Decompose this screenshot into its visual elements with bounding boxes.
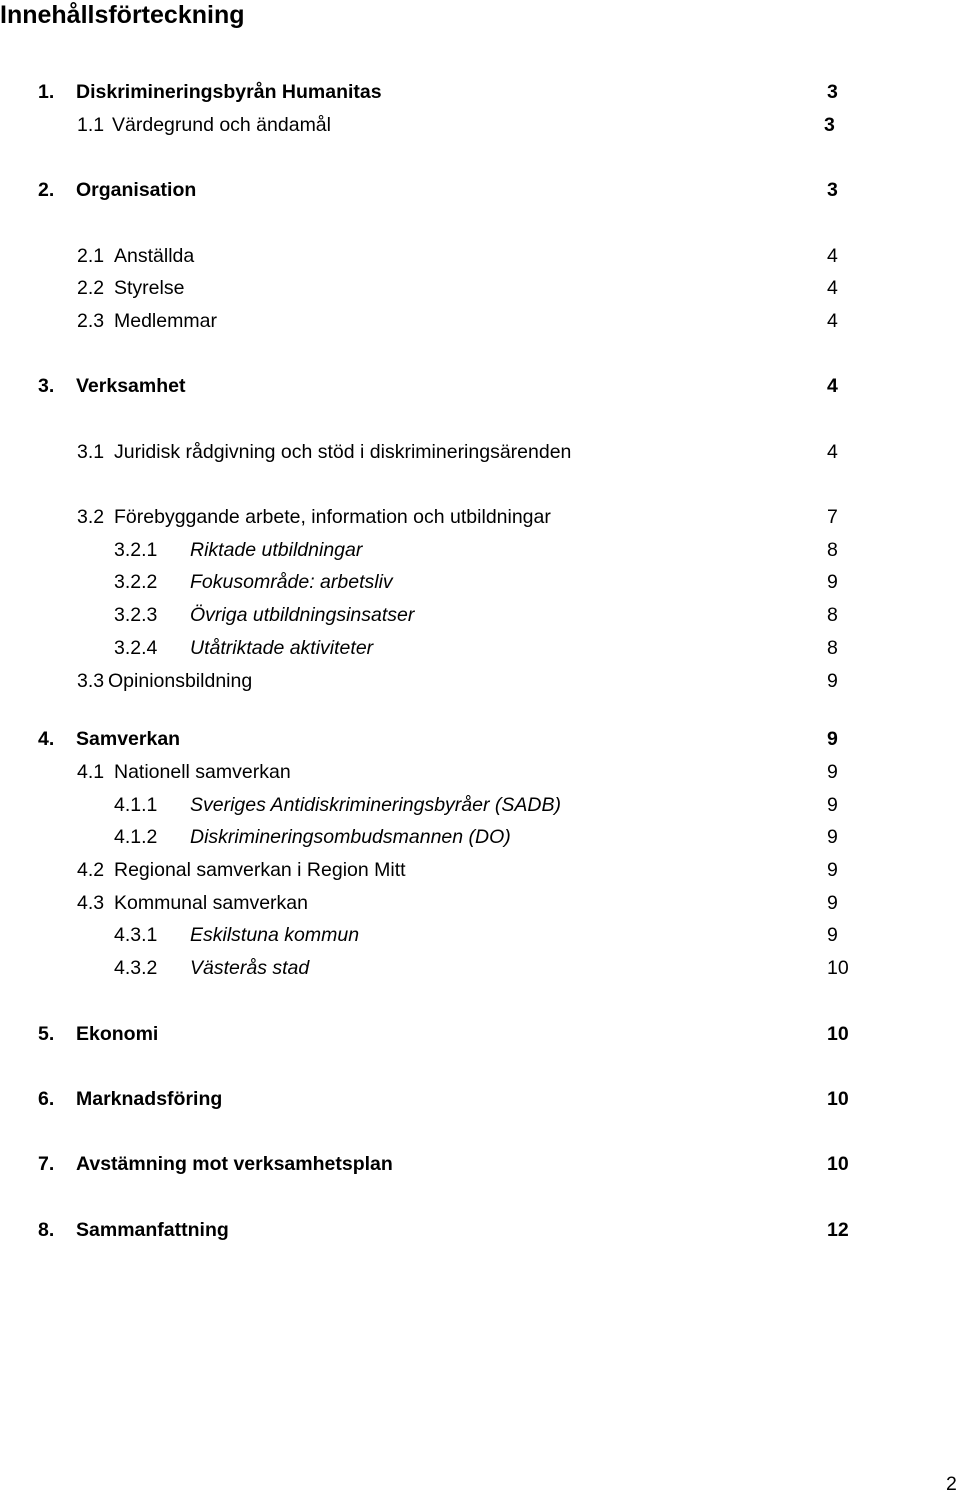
toc-entry-text: Kommunal samverkan bbox=[114, 892, 308, 914]
toc-entry-page: 12 bbox=[827, 1219, 849, 1241]
toc-entry[interactable] bbox=[0, 824, 960, 850]
toc-entry-number: 3.2 bbox=[77, 506, 105, 528]
toc-entry[interactable] bbox=[0, 308, 960, 334]
toc-entry-text: Styrelse bbox=[114, 277, 185, 299]
toc-entry-number: 5. bbox=[38, 1023, 55, 1045]
toc-entry-page: 7 bbox=[827, 506, 838, 528]
toc-entry-page: 8 bbox=[827, 604, 838, 626]
toc-entry[interactable] bbox=[0, 177, 960, 203]
toc-entry-number: 4.1.2 bbox=[114, 826, 158, 848]
toc-entry-page: 4 bbox=[827, 375, 838, 397]
toc-entry-number: 2.2 bbox=[77, 277, 105, 299]
toc-entry-page: 3 bbox=[827, 179, 838, 201]
toc-entry-number: 1. bbox=[38, 81, 55, 103]
toc-entry[interactable] bbox=[0, 922, 960, 948]
toc-entry-number: 4.1.1 bbox=[114, 794, 158, 816]
toc-entry-page: 10 bbox=[827, 1153, 849, 1175]
toc-entry-text: Organisation bbox=[76, 179, 197, 201]
toc-entry-text: Sveriges Antidiskrimineringsbyråer (SADB) bbox=[190, 794, 561, 816]
toc-entry-page: 9 bbox=[827, 794, 838, 816]
toc-entry-number: 3.3 bbox=[77, 670, 105, 692]
toc-entry-page: 9 bbox=[827, 761, 838, 783]
toc-entry-page: 4 bbox=[827, 245, 838, 267]
toc-entry-page: 8 bbox=[827, 539, 838, 561]
toc-entry-page: 9 bbox=[827, 728, 838, 750]
toc-entry[interactable] bbox=[0, 537, 960, 563]
toc-entry-page: 10 bbox=[827, 1088, 849, 1110]
toc-entry-text: Marknadsföring bbox=[76, 1088, 223, 1110]
toc-entry-number: 3.1 bbox=[77, 441, 105, 463]
toc-entry-text: Fokusområde: arbetsliv bbox=[190, 571, 393, 593]
toc-entry-number: 2.3 bbox=[77, 310, 105, 332]
toc-entry-text: Diskrimineringsombudsmannen (DO) bbox=[190, 826, 511, 848]
toc-entry[interactable] bbox=[0, 1151, 960, 1177]
toc-entry[interactable] bbox=[0, 890, 960, 916]
toc-entry-text: Opinionsbildning bbox=[108, 670, 253, 692]
toc-entry-text: Juridisk rådgivning och stöd i diskrimineringsärenden bbox=[114, 441, 572, 463]
toc-entry-page: 8 bbox=[827, 637, 838, 659]
toc-entry-page: 10 bbox=[827, 1023, 849, 1045]
toc-entry-text: Regional samverkan i Region Mitt bbox=[114, 859, 406, 881]
toc-entry-text: Diskrimineringsbyrån Humanitas bbox=[76, 81, 382, 103]
page-number: 2 bbox=[946, 1473, 957, 1495]
toc-entry-text: Ekonomi bbox=[76, 1023, 159, 1045]
toc-entry[interactable] bbox=[0, 243, 960, 269]
toc-entry-page: 9 bbox=[827, 670, 838, 692]
toc-entry[interactable] bbox=[0, 504, 960, 530]
toc-entry[interactable] bbox=[0, 569, 960, 595]
toc-entry-number: 6. bbox=[38, 1088, 55, 1110]
toc-entry-number: 3.2.2 bbox=[114, 571, 158, 593]
toc-entry-page: 4 bbox=[827, 441, 838, 463]
toc-entry[interactable] bbox=[0, 373, 960, 399]
toc-entry-number: 2.1 bbox=[77, 245, 105, 267]
toc-entry-number: 3. bbox=[38, 375, 55, 397]
toc-entry-text: Nationell samverkan bbox=[114, 761, 291, 783]
toc-entry[interactable] bbox=[0, 759, 960, 785]
toc-entry[interactable] bbox=[0, 275, 960, 301]
toc-entry-number: 3.2.3 bbox=[114, 604, 158, 626]
toc-entry-page: 4 bbox=[827, 310, 838, 332]
toc-entry-text: Utåtriktade aktiviteter bbox=[190, 637, 374, 659]
toc-entry-number: 4.3.2 bbox=[114, 957, 158, 979]
toc-entry-number: 4. bbox=[38, 728, 55, 750]
toc-entry-number: 1.1 bbox=[77, 114, 105, 136]
toc-entry-page: 9 bbox=[827, 571, 838, 593]
toc-entry[interactable] bbox=[0, 602, 960, 628]
toc-entry[interactable] bbox=[0, 726, 960, 752]
toc-entry-number: 8. bbox=[38, 1219, 55, 1241]
toc-entry-text: Västerås stad bbox=[190, 957, 310, 979]
toc-entry[interactable] bbox=[0, 955, 960, 981]
toc-entry-number: 4.1 bbox=[77, 761, 105, 783]
toc-entry-text: Övriga utbildningsinsatser bbox=[190, 604, 415, 626]
toc-entry-number: 2. bbox=[38, 179, 55, 201]
toc-entry-number: 3.2.4 bbox=[114, 637, 158, 659]
toc-entry-page: 3 bbox=[824, 114, 835, 136]
toc-title: Innehållsförteckning bbox=[0, 1, 245, 29]
toc-entry-text: Sammanfattning bbox=[76, 1219, 229, 1241]
toc-entry-number: 4.2 bbox=[77, 859, 105, 881]
toc-entry[interactable] bbox=[0, 1021, 960, 1047]
toc-entry-text: Verksamhet bbox=[76, 375, 186, 397]
toc-entry-text: Riktade utbildningar bbox=[190, 539, 363, 561]
toc-entry-page: 9 bbox=[827, 826, 838, 848]
toc-entry-number: 3.2.1 bbox=[114, 539, 158, 561]
toc-entry-page: 9 bbox=[827, 924, 838, 946]
toc-entry-text: Avstämning mot verksamhetsplan bbox=[76, 1153, 393, 1175]
toc-entry-text: Medlemmar bbox=[114, 310, 217, 332]
toc-entry-number: 4.3 bbox=[77, 892, 105, 914]
toc-entry[interactable] bbox=[0, 792, 960, 818]
toc-entry-page: 10 bbox=[827, 957, 849, 979]
toc-entry-text: Samverkan bbox=[76, 728, 181, 750]
toc-entry-page: 9 bbox=[827, 859, 838, 881]
toc-entry-number: 4.3.1 bbox=[114, 924, 158, 946]
toc-entry-text: Värdegrund och ändamål bbox=[112, 114, 331, 136]
toc-entry[interactable] bbox=[0, 79, 960, 105]
toc-entry-page: 3 bbox=[827, 81, 838, 103]
toc-entry[interactable] bbox=[0, 635, 960, 661]
toc-entry-page: 4 bbox=[827, 277, 838, 299]
toc-entry-text: Förebyggande arbete, information och utbildningar bbox=[114, 506, 551, 528]
toc-entry-text: Anställda bbox=[114, 245, 195, 267]
toc-entry[interactable] bbox=[0, 1217, 960, 1243]
toc-entry-text: Eskilstuna kommun bbox=[190, 924, 360, 946]
toc-entry[interactable] bbox=[0, 439, 960, 465]
toc-entry[interactable] bbox=[0, 857, 960, 883]
toc-entry-page: 9 bbox=[827, 892, 838, 914]
toc-entry-number: 7. bbox=[38, 1153, 55, 1175]
toc-entry[interactable] bbox=[0, 668, 960, 694]
toc-entry[interactable] bbox=[0, 112, 960, 138]
toc-entry[interactable] bbox=[0, 1086, 960, 1112]
